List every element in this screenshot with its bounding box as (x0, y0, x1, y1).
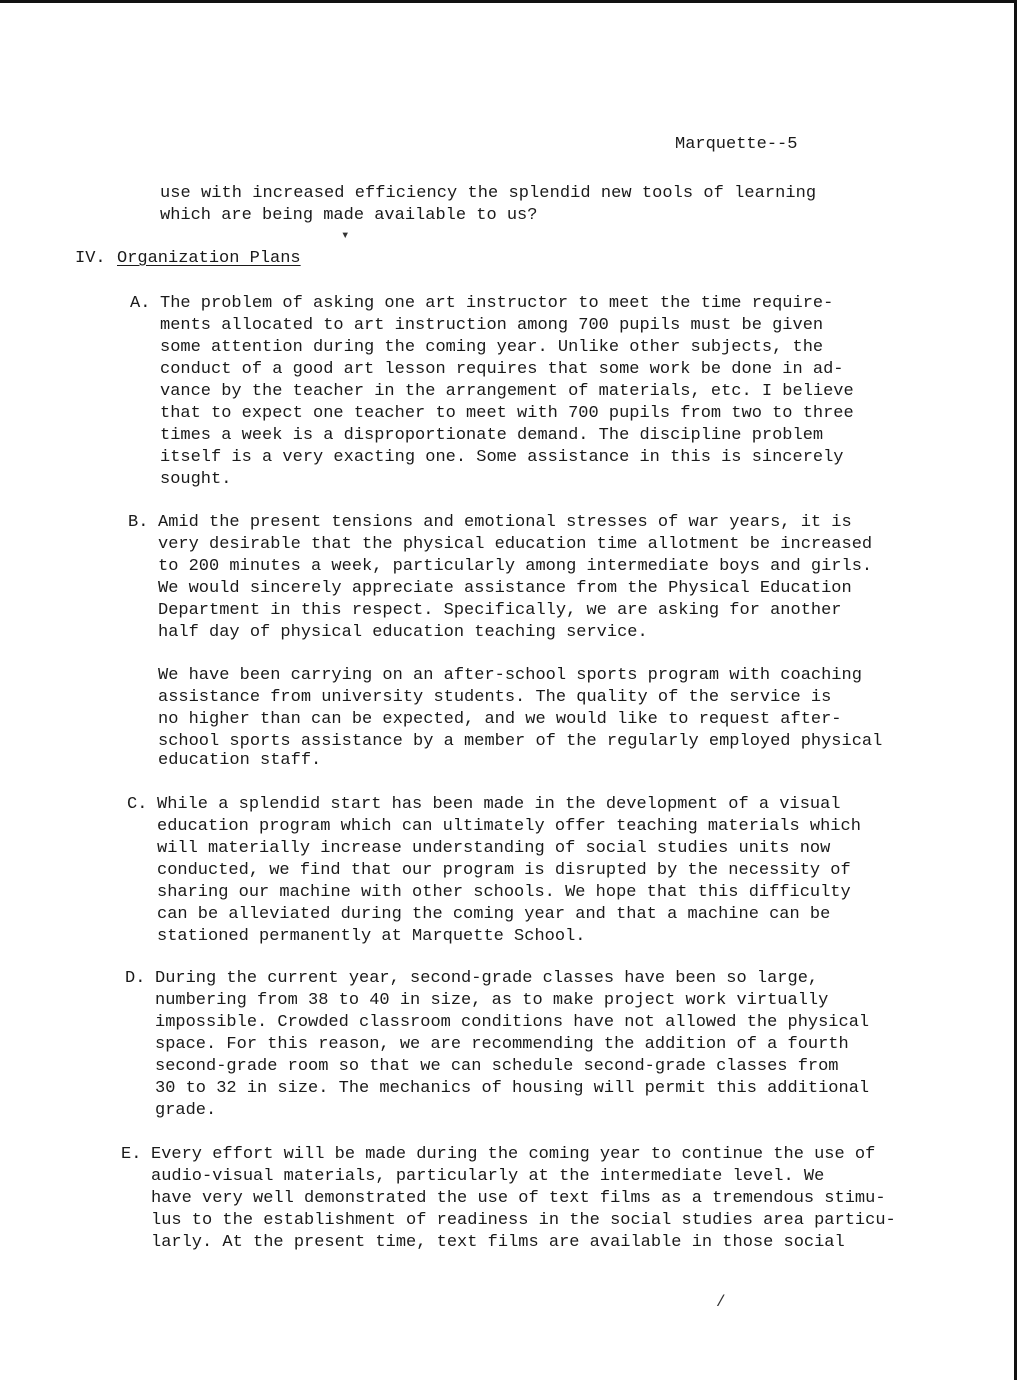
item-b-line: very desirable that the physical education time allotment be increased (158, 535, 873, 554)
item-a-line: The problem of asking one art instructor to meet the time require- (160, 294, 834, 313)
intro-line: use with increased efficiency the splendid new tools of learning (160, 184, 817, 203)
item-letter: D. (125, 969, 146, 988)
item-a-line: some attention during the coming year. Unlike other subjects, the (160, 338, 824, 357)
item-letter: A. (130, 294, 151, 313)
item-d-line: 30 to 32 in size. The mechanics of housing will permit this additional (155, 1079, 870, 1098)
item-d-line: impossible. Crowded classroom conditions have not allowed the physical (155, 1013, 870, 1032)
item-letter: B. (128, 513, 149, 532)
item-c-line: can be alleviated during the coming year and that a machine can be (157, 905, 831, 924)
item-a-line: vance by the teacher in the arrangement of materials, etc. I believe (160, 382, 854, 401)
item-c-line: While a splendid start has been made in the development of a visual (157, 795, 841, 814)
item-c-line: education program which can ultimately offer teaching materials which (157, 817, 861, 836)
item-e-line: have very well demonstrated the use of text films as a tremendous stimu- (151, 1189, 886, 1208)
item-b-extra-line: school sports assistance by a member of the regularly employed physical (158, 732, 883, 751)
item-e-line: lus to the establishment of readiness in the social studies area particu- (151, 1211, 896, 1230)
item-d-line: During the current year, second-grade classes have been so large, (155, 969, 819, 988)
item-b-extra-line: We have been carrying on an after-school sports program with coaching (158, 666, 862, 685)
item-b-line: Department in this respect. Specifically, we are asking for another (158, 601, 842, 620)
item-a-line: conduct of a good art lesson requires that some work be done in ad- (160, 360, 844, 379)
item-a-line: itself is a very exacting one. Some assistance in this is sincerely (160, 448, 844, 467)
item-a-line: ments allocated to art instruction among 700 pupils must be given (160, 316, 824, 335)
item-b-extra-line: education staff. (158, 751, 322, 770)
item-a-line: times a week is a disproportionate demand. The discipline problem (160, 426, 824, 445)
stray-mark: / (716, 1293, 726, 1311)
item-e-line: Every effort will be made during the coming year to continue the use of (151, 1145, 876, 1164)
item-b-line: half day of physical education teaching service. (158, 623, 648, 642)
item-c-line: conducted, we find that our program is disrupted by the necessity of (157, 861, 851, 880)
item-d-line: numbering from 38 to 40 in size, as to make project work virtually (155, 991, 829, 1010)
item-c-line: stationed permanently at Marquette School. (157, 927, 586, 946)
item-e-line: audio-visual materials, particularly at the intermediate level. We (151, 1167, 825, 1186)
item-c-line: will materially increase understanding of social studies units now (157, 839, 831, 858)
item-d-line: second-grade room so that we can schedule second-grade classes from (155, 1057, 839, 1076)
item-b-line: We would sincerely appreciate assistance from the Physical Education (158, 579, 852, 598)
item-letter: E. (121, 1145, 142, 1164)
item-letter: C. (127, 795, 148, 814)
item-b-extra-line: assistance from university students. The quality of the service is (158, 688, 832, 707)
item-a-line: that to expect one teacher to meet with 700 pupils from two to three (160, 404, 854, 423)
item-b-extra-line: no higher than can be expected, and we would like to request after- (158, 710, 842, 729)
stray-mark: ▾ (341, 228, 350, 244)
item-a-line: sought. (160, 470, 232, 489)
item-e-line: larly. At the present time, text films are available in those social (151, 1233, 845, 1252)
item-d-line: grade. (155, 1101, 217, 1120)
item-b-line: to 200 minutes a week, particularly among intermediate boys and girls. (158, 557, 873, 576)
section-numeral: IV. (75, 249, 106, 268)
page-label: Marquette--5 (675, 135, 798, 154)
intro-line: which are being made available to us? (160, 206, 538, 225)
item-d-line: space. For this reason, we are recommending the addition of a fourth (155, 1035, 849, 1054)
section-title: Organization Plans (117, 249, 301, 268)
item-c-line: sharing our machine with other schools. We hope that this difficulty (157, 883, 851, 902)
item-b-line: Amid the present tensions and emotional stresses of war years, it is (158, 513, 852, 532)
